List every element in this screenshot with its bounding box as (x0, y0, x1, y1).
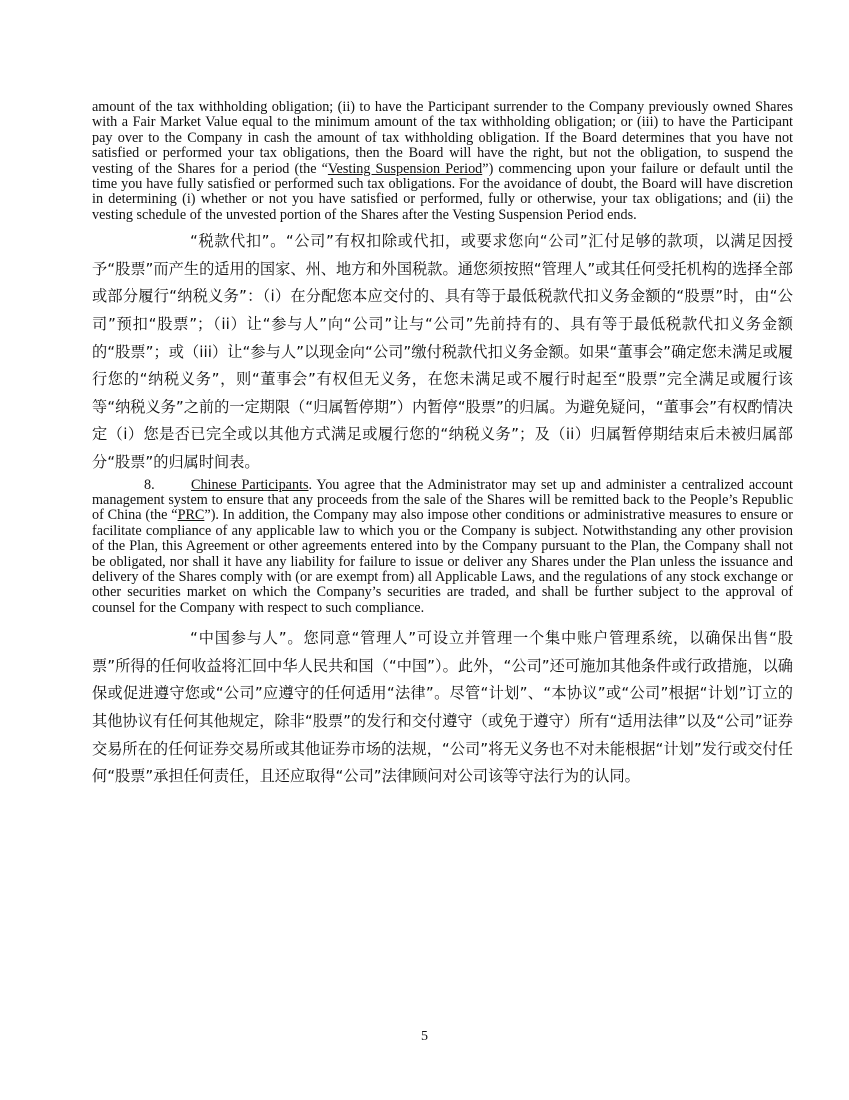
section-number: 8. (144, 476, 155, 493)
tax-withholding-paragraph-zh: “税款代扣”。“公司”有权扣除或代扣，或要求您向“公司”汇付足够的款项，以满足因授予“股票”而产生的适用的国家、州、地方和外国税款。通您须按照“管理人”或其任何受托机构的选择全部或部分履行“纳税义务”：（i）在分配您本应交付的、具有等于最低税款代扣义务金额的“股票”时，由“公司”预扣“股票”；（ii）让“参与人”向“公司”让与“公司”先前持有的、具有等于最低税款代扣义务金额的“股票”；或（iii）让“参与人”以现金向“公司”缴付税款代扣义务金额。如果“董事会”确定您未满足或履行您的“纳税义务”，则“董事会”有权但无义务，在您未满足或不履行时起至“股票”完全满足或履行该等“纳税义务”之前的一定期限（“归属暂停期”）内暂停“股票”的归属。为避免疑问，“董事会”有权酌情决定（i）您是否已完全或以其他方式满足或履行您的“纳税义务”；及（ii）归属暂停期结束后未被归属部分“股票”的归属时间表。 (92, 232, 793, 471)
tax-text-part1: amount of the tax withholding obligation; (ii) to have the Participant surrender to the Company previously owned Shares with a Fair Market Value equal to the minimum amount of the tax withholding obligation; or (iii) to have the Participant pay over to the Company in cash the amount of tax withholding obligation. If the Board determines that you have not satisfied or performed your tax obligations, then the Board will have the right, but not the obligation, to suspend the vesting of the Shares for a period (the “ (92, 99, 793, 177)
prc-term: PRC (177, 507, 205, 524)
document-page (92, 100, 793, 791)
tax-text-part2: ”) commencing upon your failure or default until the time you have fully satisfied or performed such tax obligations. For the avoidance of doubt, the Board will have discretion in determining (i) whether or not you have satisfied or performed, fully or otherwise, your tax obligations; and (ii) the vesting schedule of the unvested portion of the Shares after the Vesting Suspension Period ends. (92, 160, 794, 223)
page-number: 5 (421, 1029, 428, 1044)
section-heading: Chinese Participants (191, 476, 309, 493)
vesting-suspension-period-term: Vesting Suspension Period (327, 160, 483, 177)
section-8-paragraph-en (92, 478, 793, 617)
section-8-paragraph-zh: “中国参与人”。您同意“管理人”可设立并管理一个集中账户管理系统，以确保出售“股票”所得的任何收益将汇回中华人民共和国（“中国”）。此外，“公司”还可施加其他条件或行政措施，以确保或促进遵守您或“公司”应遵守的任何适用“法律”。尽管“计划”、“本协议”或“公司”根据“计划”订立的其他协议有任何其他规定，除非“股票”的发行和交付遵守（或免于遵守）所有“适用法律”以及“公司”证券交易所在的任何证券交易所或其他证券市场的法规，“公司”将无义务也不对未能根据“计划”发行或交付任何“股票”承担任何责任，且还应取得“公司”法律顾问对公司该等守法行为的认同。 (92, 629, 793, 786)
tax-withholding-paragraph-en (92, 100, 793, 223)
section8-text-part1: . You agree that the Administrator may set up and administer a centralized account management system to ensure that any proceeds from the sale of the Shares will be remitted back to the People’s Republic of China (the “ (92, 476, 793, 524)
section8-text-part2: ”). In addition, the Company may also impose other conditions or administrative measures to ensure or facilitate compliance of any applicable law to which you or the Company is subject. Notwithstanding any other provision of the Plan, this Agreement or other agreements entered into by the Company pursuant to the Plan, the Company shall not be obligated, nor shall it have any liability for failure to issue or deliver any Shares under the Plan unless the issuance and delivery of the Shares comply with (or are exempt from) all Applicable Laws, and the regulations of any stock exchange or other securities market on which the Company’s securities are traded, and shall be further subject to the approval of counsel for the Company with respect to such compliance. (92, 507, 793, 616)
